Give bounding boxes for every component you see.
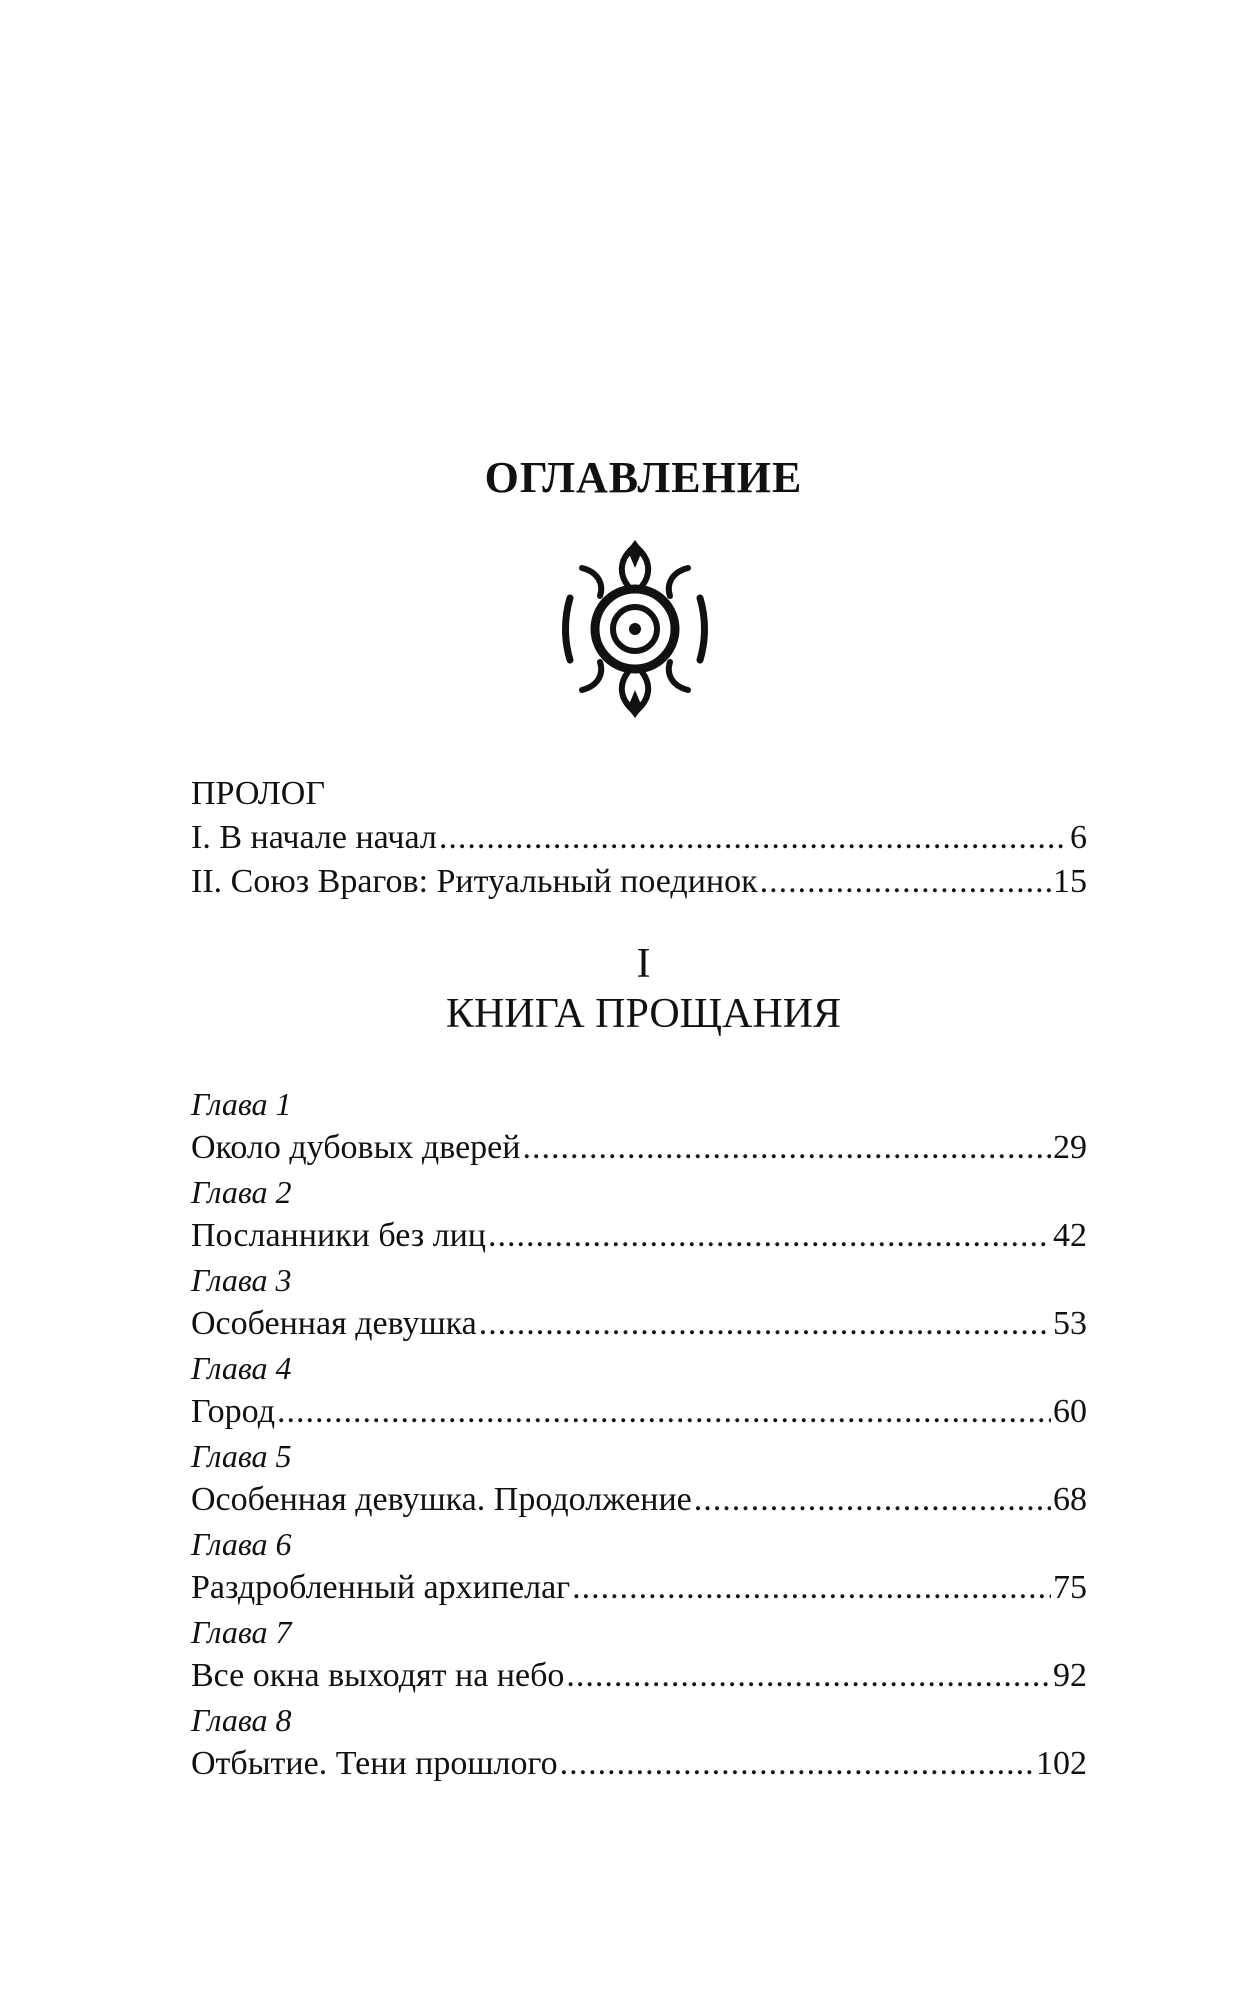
toc-entry-page: 42 [1053, 1217, 1087, 1254]
toc-entry-page: 6 [1070, 819, 1087, 856]
toc-row[interactable] [191, 1390, 1087, 1434]
toc-entry-title: I. В начале начал [191, 819, 437, 856]
chapter-label: Глава 7 [191, 1614, 292, 1650]
dot-leader [522, 1126, 1051, 1170]
tribal-ornament-icon [560, 538, 710, 720]
chapter-label: Глава 6 [191, 1526, 292, 1562]
dot-leader [277, 1390, 1051, 1434]
toc-entry-title: Особенная девушка [191, 1305, 477, 1342]
toc-row[interactable] [191, 1126, 1087, 1170]
toc-entry-page: 15 [1053, 863, 1087, 900]
chapters-section [191, 1082, 1087, 1786]
toc-row[interactable] [191, 1742, 1087, 1786]
dot-leader [488, 1214, 1051, 1258]
toc-row[interactable] [191, 1654, 1087, 1698]
toc-entry-page: 53 [1053, 1305, 1087, 1342]
toc-entry-page: 102 [1036, 1745, 1087, 1782]
toc-entry-page: 29 [1053, 1129, 1087, 1166]
toc-row[interactable] [191, 816, 1087, 860]
dot-leader [566, 1654, 1051, 1698]
chapter-label: Глава 2 [191, 1174, 292, 1210]
part-title: КНИГА ПРОЩАНИЯ [445, 991, 842, 1037]
toc-entry-page: 75 [1053, 1569, 1087, 1606]
toc-entry-page: 92 [1053, 1657, 1087, 1694]
prologue-heading: ПРОЛОГ [191, 775, 326, 812]
dot-leader [439, 816, 1068, 860]
toc-entry-title: Посланники без лиц [191, 1217, 486, 1254]
toc-entry-title: Все окна выходят на небо [191, 1657, 565, 1694]
chapter-label: Глава 3 [191, 1262, 292, 1298]
chapter-label: Глава 4 [191, 1350, 292, 1386]
chapter-label: Глава 5 [191, 1438, 292, 1474]
dot-leader [560, 1742, 1034, 1786]
toc-row[interactable] [191, 1214, 1087, 1258]
toc-entry-title: II. Союз Врагов: Ритуальный поединок [191, 863, 758, 900]
page-title: ОГЛАВЛЕНИЕ [484, 453, 803, 502]
dot-leader [760, 860, 1051, 904]
dot-leader [479, 1302, 1051, 1346]
toc-entry-title: Раздробленный архипелаг [191, 1569, 571, 1606]
toc-row[interactable] [191, 1566, 1087, 1610]
toc-row[interactable] [191, 860, 1087, 904]
part-number: I [636, 941, 651, 987]
toc-entry-title: Отбытие. Тени прошлого [191, 1745, 558, 1782]
dot-leader [572, 1566, 1051, 1610]
toc-entry-title: Около дубовых дверей [191, 1129, 521, 1166]
toc-entry-page: 68 [1053, 1481, 1087, 1518]
chapter-label: Глава 1 [191, 1086, 292, 1122]
prologue-section [191, 772, 1087, 904]
toc-entry-page: 60 [1053, 1393, 1087, 1430]
dot-leader [694, 1478, 1051, 1522]
toc-row[interactable] [191, 1302, 1087, 1346]
chapter-label: Глава 8 [191, 1702, 292, 1738]
toc-entry-title: Город [191, 1393, 275, 1430]
toc-entry-title: Особенная девушка. Продолжение [191, 1481, 692, 1518]
toc-row[interactable] [191, 1478, 1087, 1522]
